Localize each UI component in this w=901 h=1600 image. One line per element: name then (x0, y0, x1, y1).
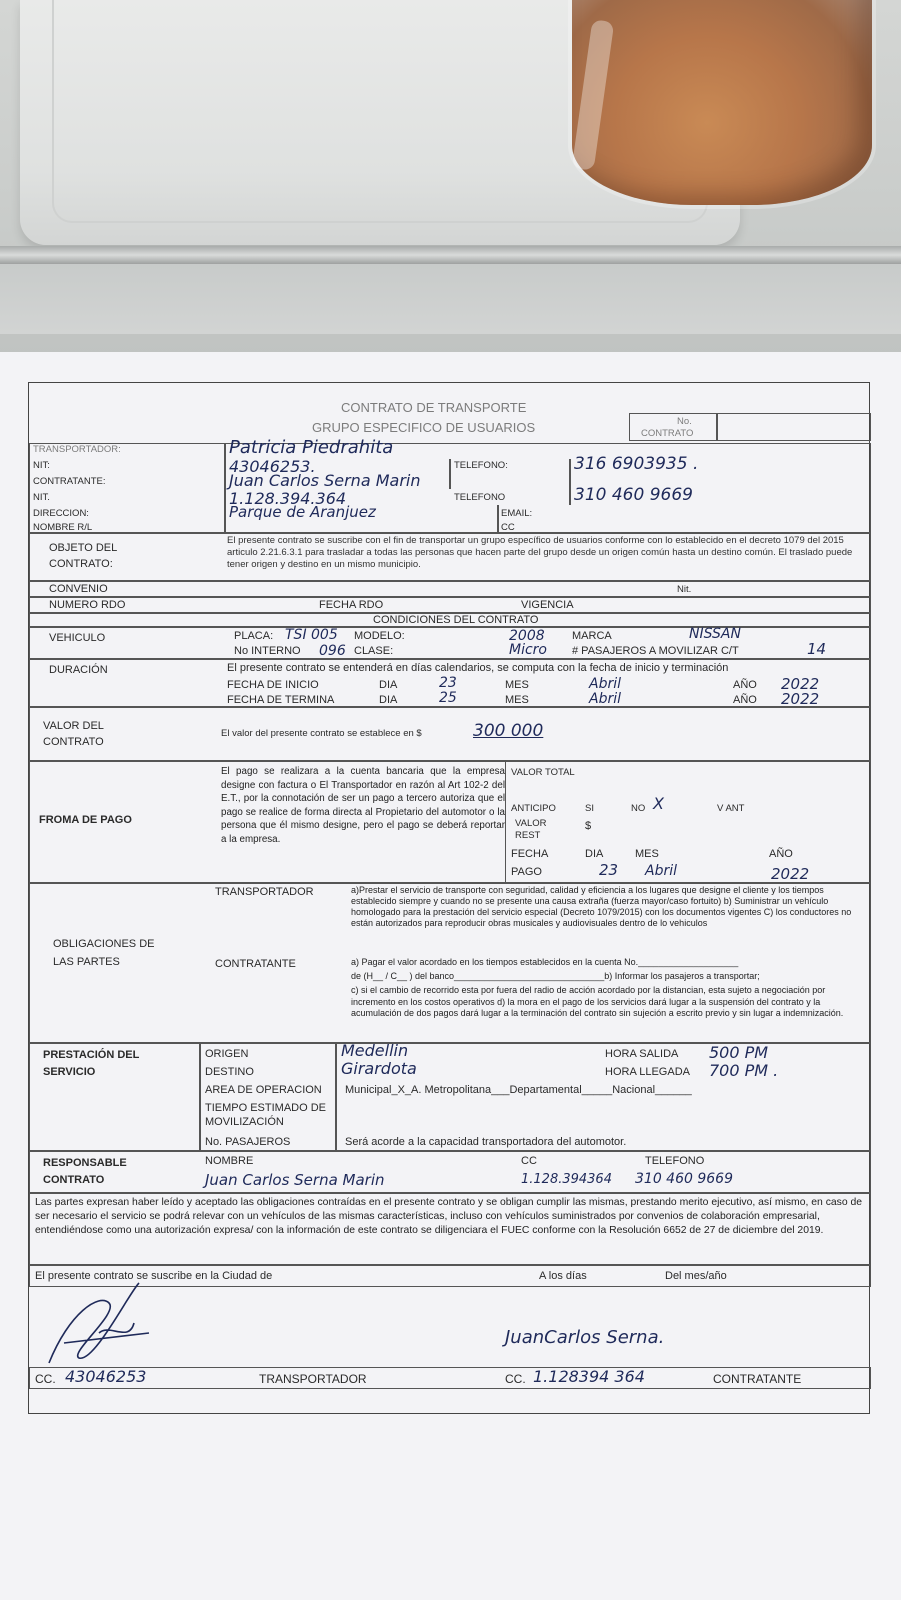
chair-frame (0, 246, 901, 264)
marca-value: NISSAN (689, 626, 741, 642)
termina-ano-value: 2022 (781, 690, 820, 708)
drink-glass (572, 0, 872, 205)
form-title: CONTRATO DE TRANSPORTE (341, 400, 527, 415)
transportador-signature (39, 1273, 169, 1373)
inicio-dia-value: 23 (439, 675, 457, 691)
origen-value: Medellin (341, 1041, 409, 1060)
contratante-signature: JuanCarlos Serna. (505, 1327, 665, 1348)
form-subtitle: GRUPO ESPECIFICO DE USUARIOS (312, 420, 536, 435)
inicio-ano-value: 2022 (781, 675, 820, 693)
transportador-nit-value: 43046253. (229, 457, 316, 476)
transportador-cc-value: 43046253 (65, 1367, 147, 1386)
pago-mes-value: Abril (645, 863, 677, 879)
contract-paper (0, 352, 901, 1600)
responsable-cc-value: 1.128.394364 (521, 1172, 612, 1187)
duracion-text: El presente contrato se entenderá en días calendarios, se computa con la fecha de inicio y terminación (227, 662, 729, 674)
oblig-contratante-text: c) si el cambio de recorrido esta por fuera del radio de acción acordado por la distancian, esta sujeto a negociación por incremento en los costos operativos d) la mora en el pago de los servicios dará lugar a la suspensión del contrato y la acumulación de dos pagos dará lugar a la terminación del contrato sin sujeción a escrito previo y sin lugar a indemnización. (351, 985, 844, 1019)
objeto-text: El presente contrato se suscribe con el fin de transportar un grupo específico de usuarios conforme con lo establecido en el decreto 1079 del 2015 articulo 2.21.6.3.1 para trasladar a todas las personas que hacen parte del grupo desde un origen común hasta un destino común. El traslado puede tener origen y destino en un mismo municipio. (227, 535, 853, 570)
pasajeros-value: 14 (807, 640, 827, 658)
destino-value: Girardota (341, 1059, 417, 1078)
transportador-phone-value: 316 6903935 . (574, 454, 699, 474)
termina-dia-value: 25 (439, 690, 457, 706)
responsable-tel-value: 310 460 9669 (635, 1171, 733, 1187)
contract-number-field[interactable] (717, 413, 871, 441)
clase-value: Micro (509, 642, 547, 658)
pago-dia-value: 23 (599, 861, 619, 879)
transportador-value: Patricia Piedrahita (229, 437, 394, 458)
hora-salida-value: 500 PM (709, 1043, 769, 1062)
responsable-nombre-value: Juan Carlos Serna Marin (205, 1171, 385, 1189)
footer-text: Las partes expresan haber leído y aceptado las obligaciones contraídas en el presente contrato y se obligan cumplir las mismas, prestando merito ejecutivo, así mismo, en caso de ser necesario el servicio se podrá relevar con un vehículos de las mismas características, incluso con vehículos suministrados por convenios de colaboración empresarial, entendiéndose como una autorización expresa/ con la información de este contrato se diligenciara el FUEC conforme con la Resolución 6652 de 27 de diciembre del 2019. (35, 1197, 863, 1237)
pago-ano-value: 2022 (771, 865, 810, 883)
ciudad-label: El presente contrato se suscribe en la Ciudad de (35, 1270, 273, 1282)
pago-text: El pago se realizara a la cuenta bancaria que la empresa designe con factura o El Transportador en razón al Art 102-2 del E.T., por la connotación de ser un pago a tercero autoriza que el pago se realice de forma directa al Propietario del automotor o la persona que él mismo designe, pero el pago se deberá reportar a la empresa. (221, 766, 505, 845)
oblig-transportador-text: a)Prestar el servicio de transporte con seguridad, calidad y eficiencia a los lugares que designe el cliente y los tiempos establecido siempre y cuando no se presente una causa extraña (fuerza mayor/caso fortuito) b) Suministrar un vehículo homologado para la prestación del servicio especial (Decreto 1079/2015) con los documentos vigentes C) los conductores no están autorizados para reproducir obras musicales y audiovisuales dentro de lo vehiculos (351, 885, 852, 929)
contract-number-label: CONTRATO (641, 428, 694, 439)
placa-value: TSI 005 (285, 627, 338, 643)
anticipo-x-value: X (653, 794, 664, 813)
contratante-phone-value: 310 460 9669 (574, 485, 693, 505)
capacidad-text: Será acorde a la capacidad transportadora del automotor. (345, 1136, 627, 1148)
hora-llegada-value: 700 PM . (709, 1061, 779, 1080)
valor-text: El valor del presente contrato se establece en $ (221, 728, 422, 739)
termina-mes-value: Abril (589, 691, 621, 707)
direccion-value: Parque de Aranjuez (229, 503, 376, 521)
table-surface (0, 264, 901, 334)
interno-value: 096 (319, 643, 346, 659)
valor-value: 300 000 (473, 721, 544, 741)
inicio-mes-value: Abril (589, 676, 621, 692)
contratante-nit-value: 1.128.394.364 (229, 489, 347, 508)
modelo-value: 2008 (509, 628, 545, 644)
contract-form: CONTRATO DE TRANSPORTE GRUPO ESPECIFICO DE USUARIOS No. CONTRATO TRANSPORTADOR: Patricia Piedrahita NIT: 43046253. TELEFONO: 316 6903935 . CONTRATANTE: Juan Carlos Serna Marin NIT. 1.128.394.364 TELEFONO 310 460 9669 DIRECCION: Parque de Aranjuez EMAIL: NOMBRE R/L CC OBJETO DEL CONTRATO: El presente contrato se suscribe con el fin de transportar un grupo específico de usuarios conforme con lo establecido en el decreto 1079 del 2015 articulo 2.21.6.3.1 para trasladar a todas las personas que hacen parte del grupo desde un origen común hasta un destino común. El traslado puede tener origen y destino en un mismo municipio. CONVENIO Nit. NUMERO RDO FECHA RDO VIGENCIA CONDICIONES DEL CONTRATO VEHICULO PLACA: TSI 005 MODELO: 2008 MARCA NISSAN No INTERNO 096 CLASE: Micro # PASAJEROS A MOVILIZAR C/T 14 DURACIÓN El presente contrato se entenderá en días calendarios, se computa con la fecha de inicio y terminación FECHA DE INICIO DIA 23 MES Abril AÑO 2022 FECHA DE TERMINA DIA 25 MES Abril AÑO 2022 VALOR DEL CONTRATO El valor del presente contrato se establece en $ 300 000 FROMA DE PAGO El pago se realizara a la cuenta bancaria que la empresa designe con factura o El Transportador en razón al Art 102-2 del E.T., por la connotación de ser un pago a tercero autoriza que el pago se realice de forma directa al Propietario del automotor o la persona que él mismo designe, pero el pago se deberá reportar a la empresa. VALOR TOTAL ANTICIPO SI NO X V ANT VALOR REST $ FECHA PAGO DIA MES AÑO 23 Abril 2022 OBLIGACIONES DE LAS PARTES TRANSPORTADOR a)Prestar el servicio de transporte con seguridad, calidad y eficiencia a los lugares que designe el cliente y los tiempos establecido siempre y cuando no se presente una causa extraña (fuerza mayor/caso fortuito) b) Suministrar un vehículo homologado para la prestación del servicio especial (Decreto 1079/2015) con los documentos vigentes C) los conductores no están autorizados para reproducir obras musicales y audiovisuales dentro de lo vehiculos CONTRATANTE a) Pagar el valor acordado en los tiempos establecidos en la cuenta No.____________________ de (H__ / C__ ) del banco______________________________b) Informar los pasajeros a transportar; c) si el cambio de recorrido esta por fuera del radio de acción acordado por la distancian, esta sujeto a negociación por incremento en los costos operativos d) la mora en el pago de los servicios dará lugar a la suspensión del contrato y la acumulación de dos pagos dará lugar a la terminación del contrato sin sujeción a escrito previo y sin lugar a indemnización. PRESTACIÓN DEL SERVICIO ORIGEN Medellin HORA SALIDA 500 PM DESTINO Girardota HORA LLEGADA 700 PM . AREA DE OPERACION Municipal_X_A. Metropolitana___Departamental_____Nacional______ TIEMPO ESTIMADO DE MOVILIZACIÓN No. PASAJEROS Será acorde a la capacidad transportadora del automotor. RESPONSABLE CONTRATO NOMBRE CC TELEFONO Juan Carlos Serna Marin 1.128.394364 310 460 9669 Las partes expresan haber leído y aceptado las obligaciones contraídas en el presente contrato y se obligan cumplir las mismas, prestando merito ejecutivo, así mismo, en caso de ser necesario el servicio se podrá relevar con un vehículos de las mismas características, incluso con vehículos suministrados por convenios de colaboración empresarial, entendiéndose como una autorización expresa/ con la información de este contrato se diligenciara el FUEC conforme con la Resolución 6652 de 27 de diciembre del 2019. El presente contrato se suscribe en la Ciudad de A los días Del mes/año JuanCarlos Serna. CC. 43046253 TRANSPORTADOR CC. 1.128394 364 CONTRATANTE (28, 382, 870, 1414)
contratante-value: Juan Carlos Serna Marin (229, 471, 421, 490)
area-text: Municipal_X_A. Metropolitana___Departamental_____Nacional______ (345, 1084, 692, 1096)
contratante-cc-value: 1.128394 364 (533, 1367, 645, 1386)
condiciones-header: CONDICIONES DEL CONTRATO (373, 614, 539, 626)
